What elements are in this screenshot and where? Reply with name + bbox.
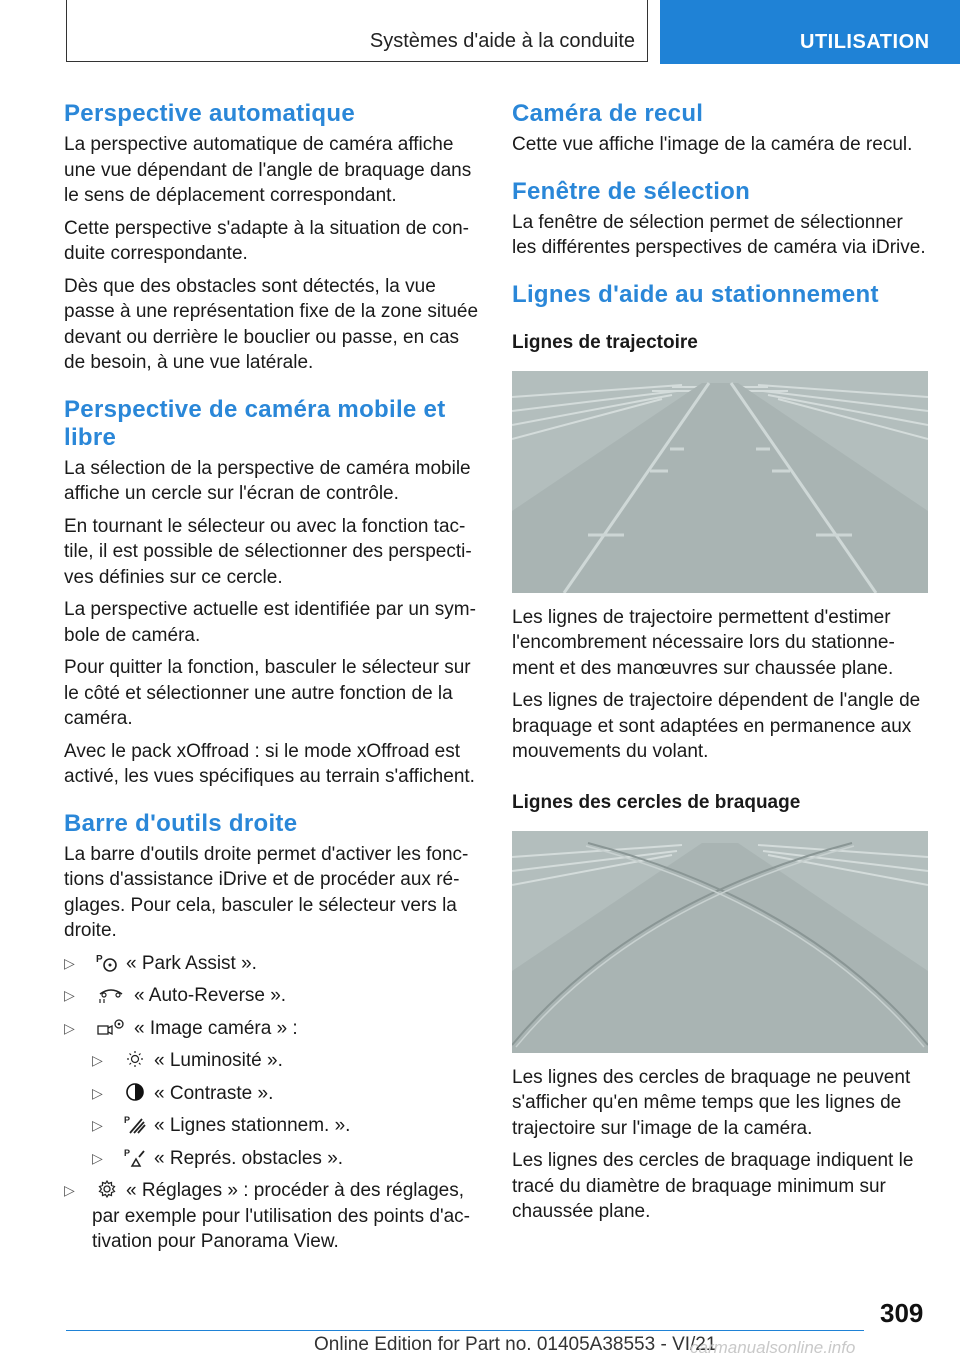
section-rear-camera	[512, 100, 928, 158]
parking-lines-icon	[124, 1114, 146, 1134]
watermark-brand: carmanualsonline.info	[690, 1338, 856, 1357]
brightness-icon	[124, 1049, 146, 1069]
svg-text:P: P	[124, 1115, 131, 1125]
item-label: « Représ. obstacles ».	[154, 1147, 344, 1169]
paragraph: La barre d'outils droite permet d'activer les fonctions d'assistance iDrive et de procéder aux réglages. Pour cela, basculer le sélecteur vers la droite.	[64, 843, 469, 941]
bullet-triangle-icon: ▷	[92, 1149, 103, 1166]
heading-rear-camera: Caméra de recul	[512, 100, 704, 127]
paragraph: Pour quitter la fonction, basculer le sélecteur sur le côté et sélectionner une autre fonction de la caméra.	[64, 657, 471, 729]
edition-note: Online Edition for Part no. 01405A38553 - VI/21	[314, 1334, 717, 1355]
item-label: « Auto-Reverse ».	[134, 985, 287, 1006]
park-assist-icon	[96, 952, 118, 972]
page-number: 309	[880, 1298, 924, 1328]
item-label: « Réglages » : procéder à des réglages, par exemple pour l'utilisation des points d'activation pour Panorama View.	[92, 1180, 470, 1252]
item-label: « Image caméra » :	[134, 1017, 298, 1039]
page-header	[0, 0, 960, 64]
camera-sub-list	[92, 1048, 480, 1171]
item-label: « Luminosité ».	[154, 1050, 283, 1071]
chapter-tab-label: UTILISATION	[800, 31, 930, 53]
item-label: « Contraste ».	[154, 1082, 274, 1104]
item-label: « Lignes stationnem. ».	[154, 1115, 351, 1136]
contrast-icon	[124, 1082, 146, 1102]
bullet-triangle-icon: ▷	[92, 1117, 103, 1133]
subheading-trajectory: Lignes de trajectoire	[512, 331, 698, 353]
turning-circle-lines-illustration	[512, 831, 928, 1053]
paragraph: Dès que des obstacles sont détectés, la vue passe à une représentation fixe de la zone située devant ou derrière le bouclier ou passe, en cas de besoin, à une vue latérale.	[64, 275, 479, 373]
paragraph: En tournant le sélecteur ou avec la fonction tactile, il est possible de sélectionner des perspectives définies sur ce cercle.	[64, 515, 472, 588]
chapter-tab	[660, 0, 960, 64]
section-selection-window	[512, 178, 928, 261]
bullet-triangle-icon: ▷	[92, 1052, 103, 1068]
item-label: « Park Assist ».	[126, 952, 257, 974]
heading-selection-window: Fenêtre de sélection	[512, 177, 751, 205]
list-item	[92, 1081, 480, 1107]
bullet-triangle-icon: ▷	[92, 1084, 103, 1101]
paragraph: La perspective automatique de caméra affiche une vue dépendant de l'angle de braquage dans le sens de déplacement correspondant.	[64, 134, 472, 206]
section-auto-perspective	[64, 100, 480, 376]
camera-image-icon	[96, 1017, 126, 1037]
svg-text:P: P	[124, 1147, 131, 1158]
bullet-triangle-icon: ▷	[64, 954, 75, 971]
heading-toolbar: Barre d'outils droite	[64, 809, 298, 837]
list-item	[92, 1048, 480, 1074]
bullet-triangle-icon: ▷	[64, 987, 75, 1003]
auto-reverse-icon	[96, 984, 126, 1004]
right-column	[512, 100, 928, 1232]
paragraph: Cette vue affiche l'image de la caméra de recul.	[512, 134, 913, 155]
left-column	[64, 100, 480, 1275]
paragraph: Les lignes des cercles de braquage ne peuvent s'afficher qu'en même temps que les lignes de trajectoire sur l'image de la caméra.	[512, 1066, 911, 1139]
bullet-triangle-icon: ▷	[64, 1182, 75, 1198]
section-title: Systèmes d'aide à la conduite	[369, 30, 635, 52]
settings-gear-icon	[96, 1179, 118, 1199]
trajectory-lines-illustration	[512, 371, 928, 593]
list-item	[64, 951, 480, 977]
bullet-triangle-icon: ▷	[64, 1019, 75, 1036]
list-item	[64, 1016, 480, 1172]
heading-auto-perspective: Perspective automatique	[64, 100, 355, 127]
paragraph: Cette perspective s'adapte à la situation de conduite correspondante.	[64, 217, 469, 264]
section-toolbar	[64, 810, 480, 1255]
paragraph: Avec le pack xOffroad : si le mode xOffroad est activé, les vues spécifiques au terrain s'affichent.	[64, 740, 475, 787]
subheading-turning-circles: Lignes des cercles de braquage	[512, 791, 801, 813]
paragraph: La fenêtre de sélection permet de sélectionner les différentes perspectives de caméra via iDrive.	[512, 211, 926, 258]
paragraph: Les lignes de trajectoire permettent d'estimer l'encombrement nécessaire lors du stationnement et des manœuvres sur chaussée plane.	[512, 606, 895, 679]
paragraph: Les lignes des cercles de braquage indiquent le tracé du diamètre de braquage minimum sur chaussée plane.	[512, 1150, 914, 1222]
list-item	[92, 1146, 480, 1172]
footer-divider	[66, 1330, 864, 1331]
paragraph: La sélection de la perspective de caméra mobile affiche un cercle sur l'écran de contrôle.	[64, 457, 471, 504]
section-mobile-perspective	[64, 396, 480, 790]
paragraph: La perspective actuelle est identifiée par un symbole de caméra.	[64, 599, 476, 646]
list-item	[64, 1178, 480, 1255]
heading-mobile-perspective: Perspective de caméra mobile et libre	[64, 395, 446, 451]
toolbar-list	[64, 951, 480, 1255]
section-parking-lines	[512, 281, 928, 1225]
header-frame	[66, 0, 648, 62]
list-item	[64, 983, 480, 1009]
heading-parking-lines: Lignes d'aide au stationnement	[512, 280, 879, 308]
list-item	[92, 1113, 480, 1139]
svg-text:P: P	[96, 953, 103, 965]
paragraph: Les lignes de trajectoire dépendent de l'angle de braquage et sont adaptées en permanence aux mouvements du volant.	[512, 690, 921, 762]
obstacle-marking-icon	[124, 1147, 146, 1167]
